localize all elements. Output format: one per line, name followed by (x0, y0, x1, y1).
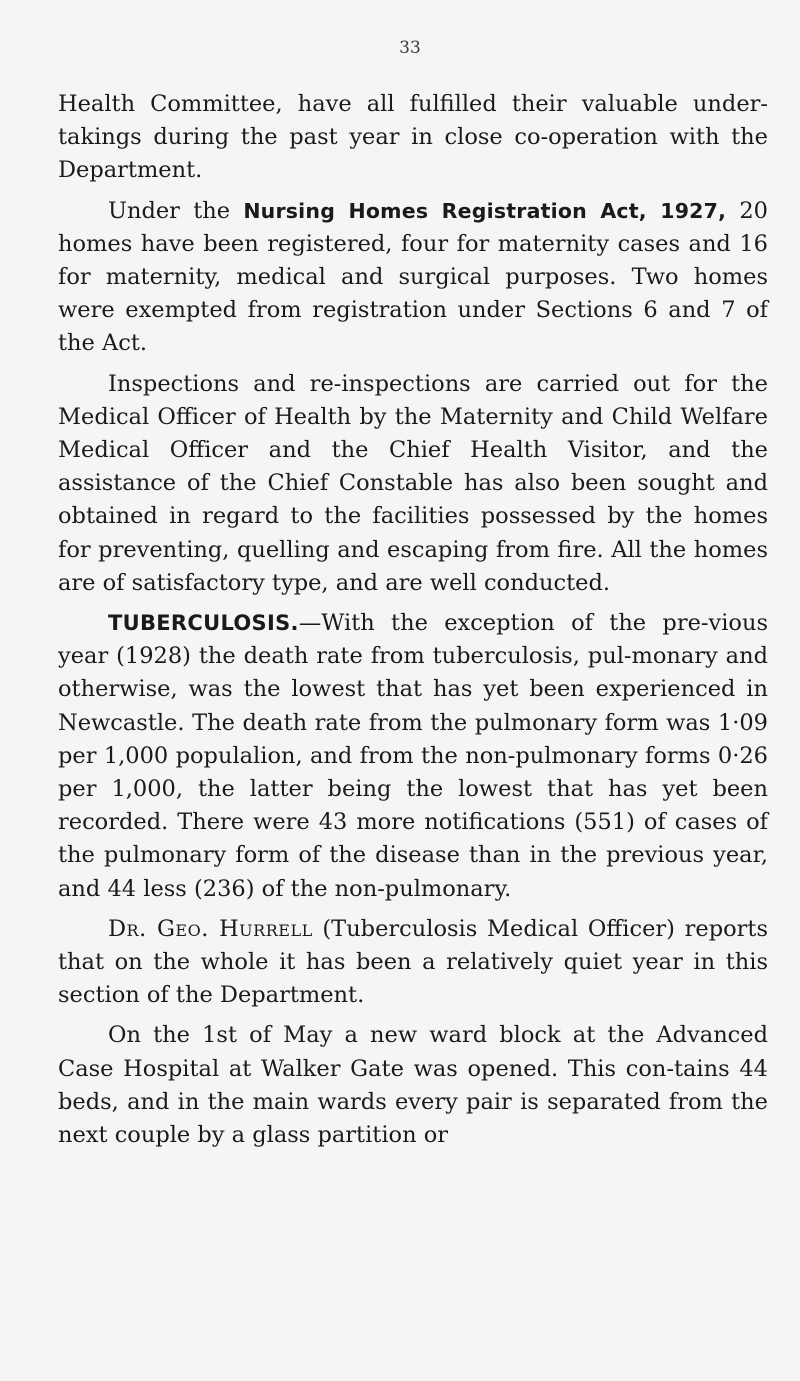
paragraph-inspections: Inspections and re-inspections are carried out for the Medical Officer of Health by the Maternity and Child Welfare Medical Officer and the Chief Health Visitor, and the assistance of the Chief Constable has also been sought and obtained in regard to the facilities possessed by the homes for preventing, quelling and escaping from fire. All the homes are of satisfactory type, and are well conducted. (58, 370, 768, 596)
body-text (58, 88, 768, 1159)
section-heading: TUBERCULOSIS. (108, 611, 299, 636)
paragraph-officer-report (58, 913, 768, 1013)
officer-name: Dr. Geo. Hurrell (108, 915, 313, 942)
act-title: Nursing Homes Registration Act, 1927, (243, 198, 727, 223)
paragraph-committee: Health Committee, have all fulfilled their valuable under-takings during the past year in close co-operation with the Department. (58, 91, 768, 184)
paragraph-text: Under the (108, 197, 244, 224)
paragraph-tuberculosis (58, 607, 768, 906)
paragraph-text: 20 homes have been registered, four for maternity cases and 16 for maternity, medical and surgical purposes. Two homes were exempted from registration under Sections 6 and 7 of the Act. (58, 197, 768, 357)
paragraph-ward-block: On the 1st of May a new ward block at the Advanced Case Hospital at Walker Gate was opened. This con-tains 44 beds, and in the main wards every pair is separated from the next couple by a glass partition or (58, 1022, 768, 1149)
page-number: 33 (399, 38, 421, 58)
paragraph-text: (Tuberculosis Medical Officer) reports that on the whole it has been a relatively quiet year in this section of the Department. (58, 915, 768, 1009)
paragraph-nursing-homes (58, 195, 768, 361)
paragraph-text: —With the exception of the pre-vious year (1928) the death rate from tuberculosis, pul-monary and otherwise, was the lowest that has yet been experienced in Newcastle. The death rate from the pulmonary form was 1·09 per 1,000 populalion, and from the non-pulmonary forms 0·26 per 1,000, the latter being the lowest that has yet been recorded. There were 43 more notifications (551) of cases of the pulmonary form of the disease than in the previous year, and 44 less (236) of the non-pulmonary. (58, 610, 768, 902)
